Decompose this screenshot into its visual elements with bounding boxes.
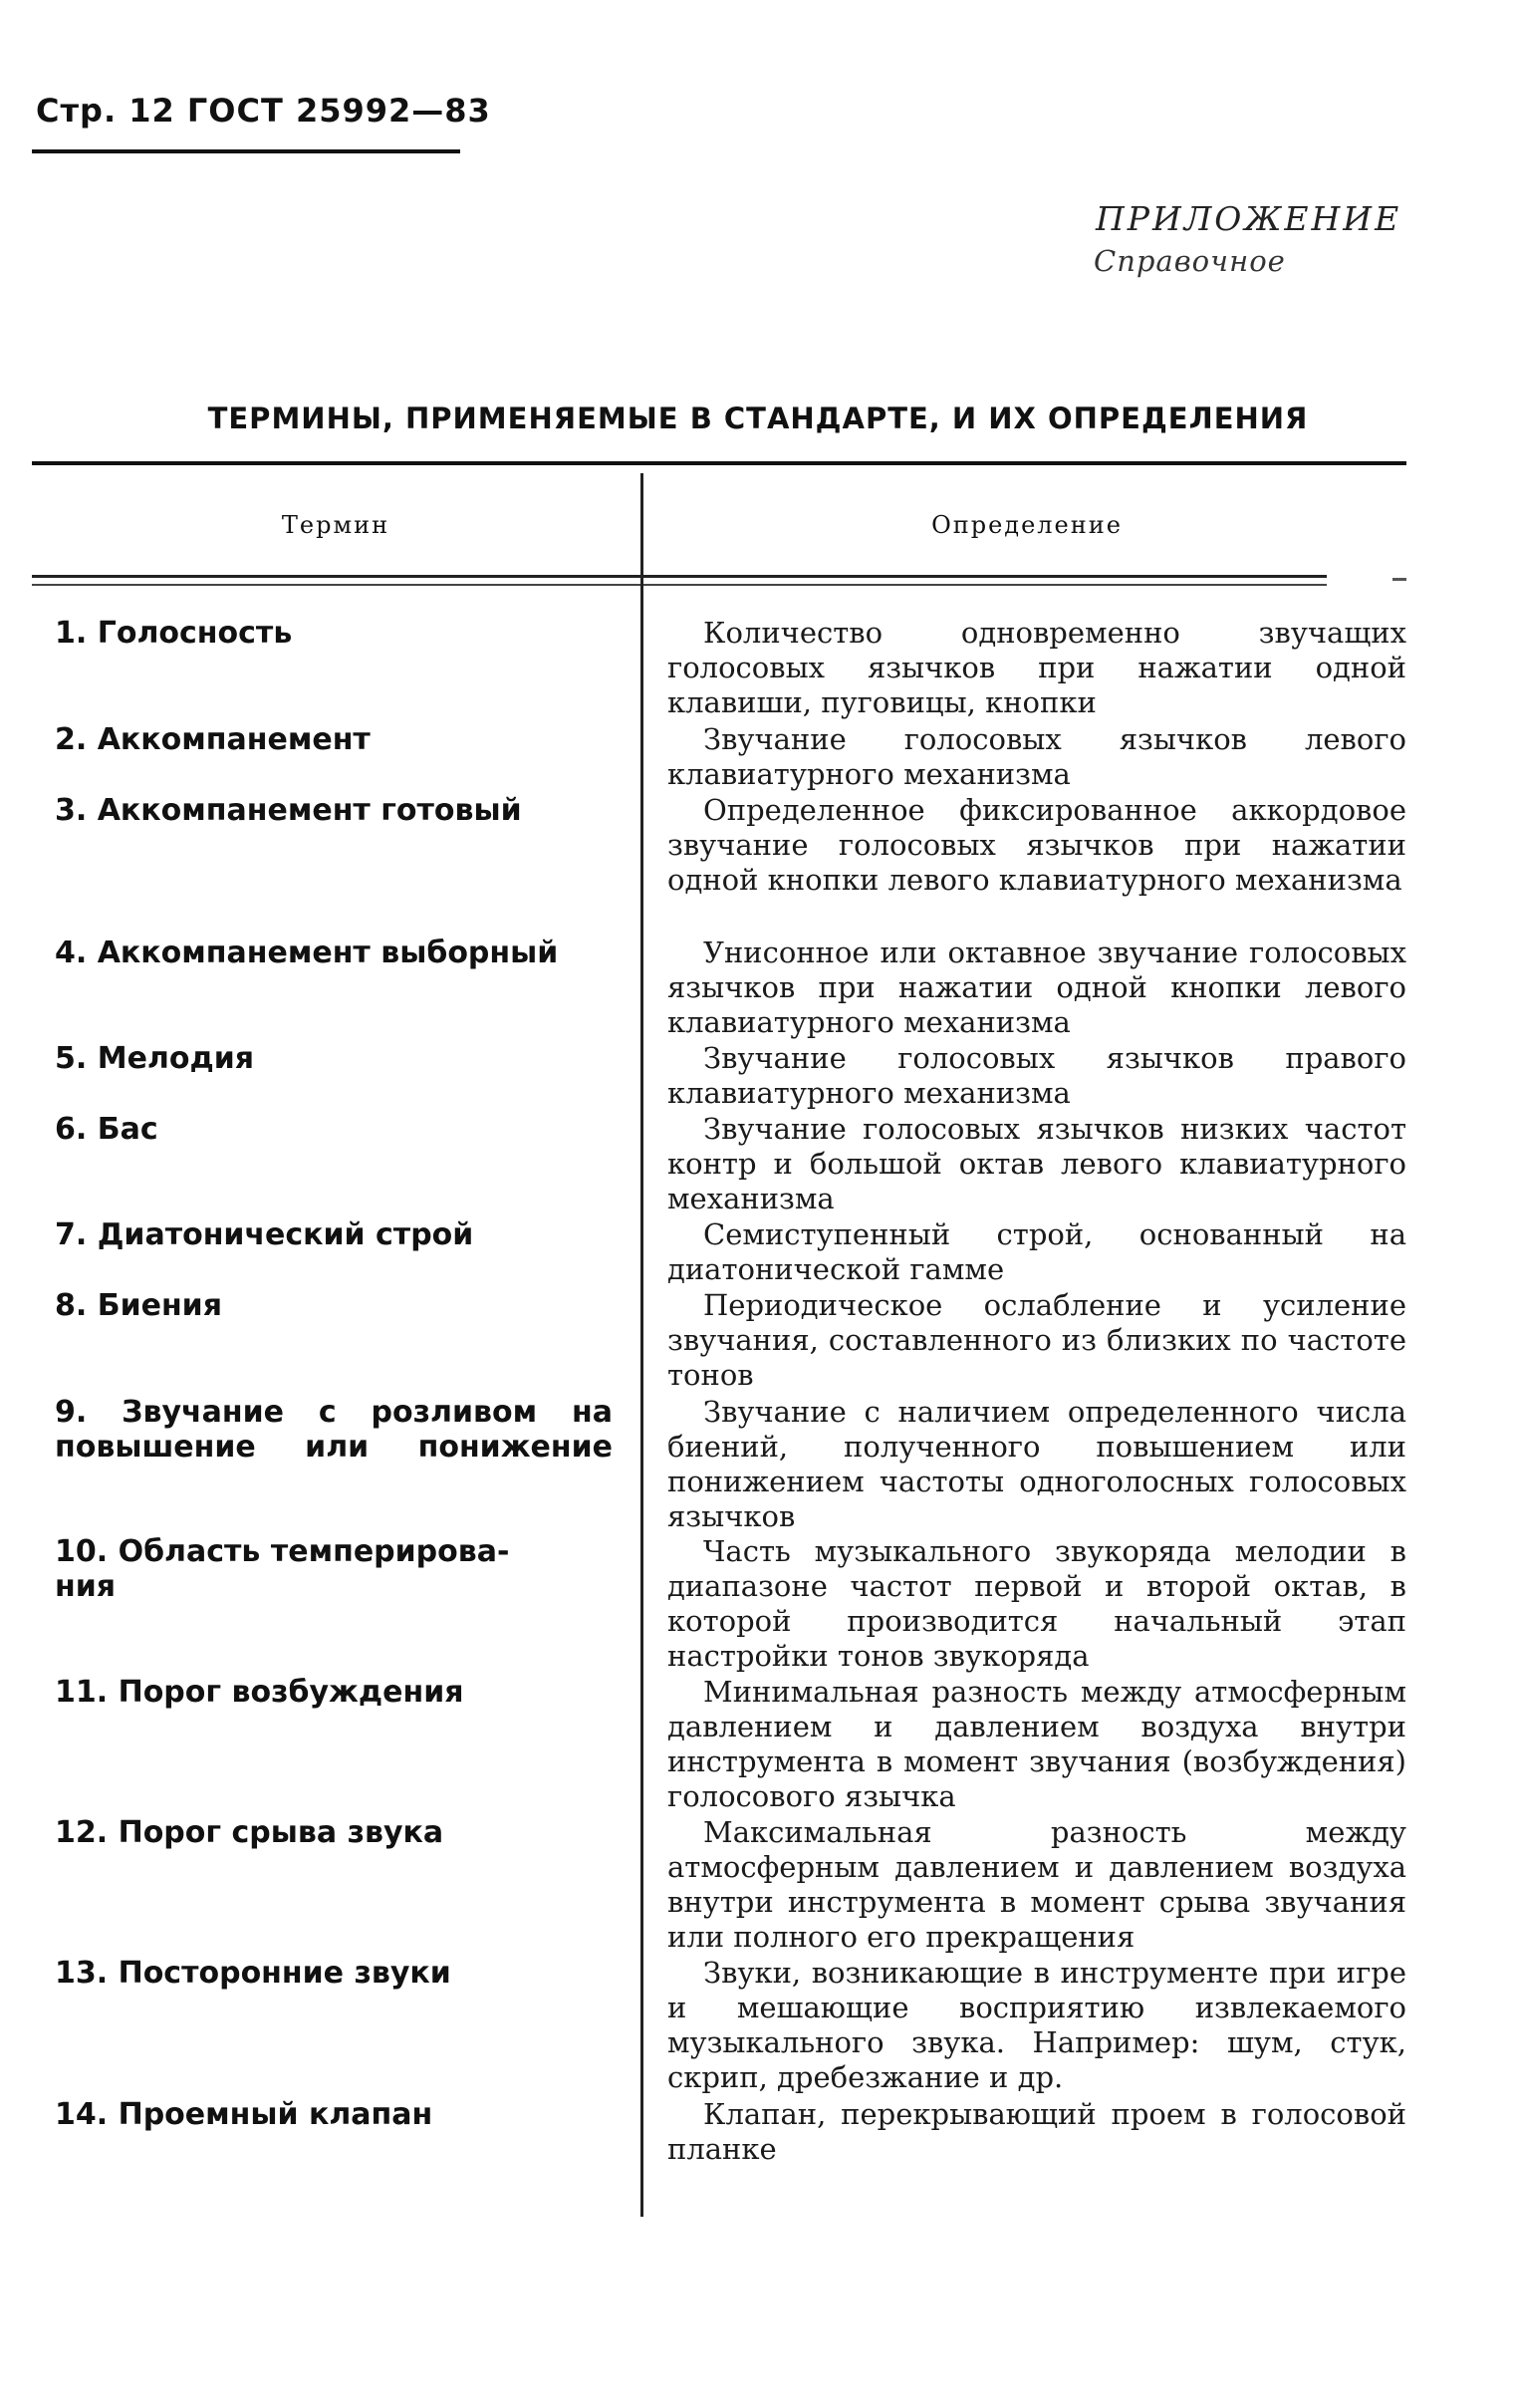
term-cell: 8. Биения [55,1288,222,1323]
definition-cell: Количество одновременно звучащих голосовых язычков при нажатии одной клавиши, пуговицы, кнопки [667,616,1406,719]
term-cell: 9. Звучание с розливом на повышение или понижение [55,1395,613,1465]
term-cell: 4. Аккомпанемент выборный [55,936,559,970]
column-divider [640,473,643,2217]
term-cell: 14. Проемный клапан [55,2097,433,2132]
term-cell: 13. Посторонние звуки [55,1956,451,1991]
page-header: Стр. 12 ГОСТ 25992—83 [36,92,491,130]
definition-cell: Максимальная разность между атмосферным давлением и давлением воздуха внутри инструмента в момент срыва звучания или полного его прекращения [667,1815,1406,1954]
appendix-subtitle: Справочное [1094,244,1286,278]
definition-cell: Звуки, возникающие в инструменте при игре и мешающие восприятию извлекаемого музыкального звука. Например: шум, стук, скрип, дребезжание и др. [667,1956,1406,2094]
term-cell: 12. Порог срыва звука [55,1815,444,1850]
definition-cell: Клапан, перекрывающий проем в голосовой планке [667,2097,1406,2166]
term-cell: 11. Порог возбуждения [55,1675,464,1710]
appendix-label [1096,199,1401,278]
appendix-title: ПРИЛОЖЕНИЕ [1096,199,1402,238]
header-separator-rule [32,575,1327,578]
term-cell: 7. Диатонический строй [55,1217,474,1252]
definition-cell: Звучание с наличием определенного числа биений, полученного повышением или понижением частоты одноголосных голосовых язычков [667,1395,1406,1533]
column-header-definition: Определение [931,511,1123,539]
definition-cell: Семиступенный строй, основанный на диатонической гамме [667,1217,1406,1286]
definition-cell: Минимальная разность между атмосферным давлением и давлением воздуха внутри инструмента в момент звучания (возбуждения) голосового язычка [667,1675,1406,1813]
definition-cell: Звучание голосовых язычков низких частот контр и большой октав левого клавиатурного механизма [667,1112,1406,1215]
definition-cell: Звучание голосовых язычков левого клавиатурного механизма [667,722,1406,791]
term-cell: 2. Аккомпанемент [55,722,371,757]
term-cell: 1. Голосность [55,616,293,651]
term-text: 10. Область темперирова- [55,1534,510,1569]
term-cell [55,1534,613,1604]
column-header-term: Термин [281,511,390,539]
definition-cell: Часть музыкального звукоряда мелодии в диапазоне частот первой и второй октав, в которой производится начальный этап настройки тонов звукоряда [667,1534,1406,1673]
header-rule [32,149,460,153]
header-separator-tick [1392,578,1406,581]
document-title: ТЕРМИНЫ, ПРИМЕНЯЕМЫЕ В СТАНДАРТЕ, И ИХ ОПРЕДЕЛЕНИЯ [207,401,1309,435]
definition-cell: Определенное фиксированное аккордовое звучание голосовых язычков при нажатии одной кнопки левого клавиатурного механизма [667,793,1406,897]
definition-cell: Звучание голосовых язычков правого клавиатурного механизма [667,1041,1406,1110]
header-separator-rule-double [32,584,1327,586]
table-top-rule [32,461,1406,465]
term-line [55,1534,613,1569]
term-continuation: ния [55,1569,117,1604]
definition-cell: Унисонное или октавное звучание голосовых язычков при нажатии одной кнопки левого клавиатурного механизма [667,936,1406,1039]
term-cell: 3. Аккомпанемент готовый [55,793,522,828]
term-cell: 6. Бас [55,1112,158,1147]
term-cell: 5. Мелодия [55,1041,255,1076]
definition-cell: Периодическое ослабление и усиление звучания, составленного из близких по частоте тонов [667,1288,1406,1392]
